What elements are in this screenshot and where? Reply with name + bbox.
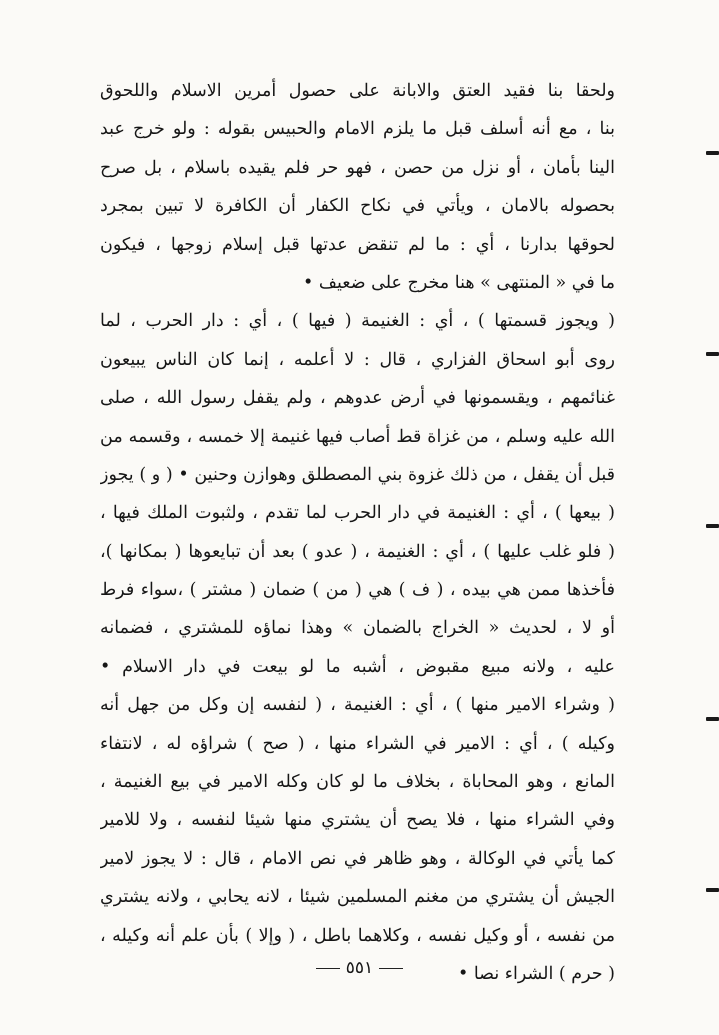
page-number: ٥٥١ xyxy=(345,958,374,978)
text-line-12: ( بيعها ) ، أي : الغنيمة في دار الحرب لما تقدم ، ولثبوت الملك فيها ، xyxy=(100,503,615,524)
text-line-8: روى أبو اسحاق الفزاري ، قال : لا أعلمه ، إنما كان الناس يبيعون xyxy=(100,349,615,370)
text-line-3: الينا بأمان ، أو نزل من حصن ، فهو حر فلم يقيده باسلام ، بل صرح xyxy=(100,157,615,178)
text-line-15: أو لا ، لحديث « الخراج بالضمان » وهذا نماؤه للمشتري ، فضمانه xyxy=(100,618,615,639)
body-text xyxy=(100,72,615,993)
text-line-5: لحوقها بدارنا ، أي : ما لم تنقض عدتها قبل إسلام زوجها ، فيكون xyxy=(100,234,615,255)
text-line-2: بنا ، مع أنه أسلف قبل ما يلزم الامام والحبيس بقوله : ولو خرج عبد xyxy=(100,119,615,140)
margin-mark xyxy=(706,888,719,892)
text-line-21: كما يأتي في الوكالة ، وهو ظاهر في نص الامام ، قال : لا يجوز لامير xyxy=(100,848,615,869)
margin-mark xyxy=(706,524,719,528)
margin-mark xyxy=(706,717,719,721)
text-line-24: ( حرم ) الشراء نصا • xyxy=(457,963,615,984)
folio-dash-right xyxy=(379,968,403,970)
text-line-6: ما في « المنتهى » هنا مخرج على ضعيف • xyxy=(303,272,615,293)
text-line-20: وفي الشراء منها ، فلا يصح أن يشتري منها شيئا لنفسه ، ولا للامير xyxy=(100,810,615,831)
folio-dash-left xyxy=(316,968,340,970)
margin-mark xyxy=(706,352,719,356)
margin-mark xyxy=(706,151,719,155)
text-line-1: ولحقا بنا فقيد العتق والابانة على حصول أمرين الاسلام واللحوق xyxy=(100,81,615,101)
text-line-23: من نفسه ، أو وكيل نفسه ، وكلاهما باطل ، ( وإلا ) بأن علم أنه وكيله ، xyxy=(100,925,615,946)
text-line-14: فأخذها ممن هي بيده ، ( ف ) هي ( من ) ضمان ( مشتر ) ،سواء فرط xyxy=(100,580,615,601)
text-line-9: غنائمهم ، ويقسمونها في أرض عدوهم ، ولم يقفل رسول الله ، صلى xyxy=(100,388,615,409)
text-line-19: المانع ، وهو المحاباة ، بخلاف ما لو كان وكله الامير في بيع الغنيمة ، xyxy=(100,772,615,793)
text-line-16: عليه ، ولانه مبيع مقبوض ، أشبه ما لو بيعت في دار الاسلام • xyxy=(100,656,615,677)
text-line-10: الله عليه وسلم ، من غزاة قط أصاب فيها غنيمة إلا خمسه ، وقسمه من xyxy=(100,426,615,447)
text-line-11: قبل أن يقفل ، من ذلك غزوة بني المصطلق وهوازن وحنين • ( و ) يجوز xyxy=(100,464,615,485)
text-line-17: ( وشراء الامير منها ) ، أي : الغنيمة ، ( لنفسه إن وكل من جهل أنه xyxy=(100,695,615,716)
page-number-footer xyxy=(0,956,719,980)
text-line-22: الجيش أن يشتري من مغنم المسلمين شيئا ، لانه يحابي ، ولانه يشتري xyxy=(100,887,615,908)
text-line-4: بحصوله بالامان ، ويأتي في نكاح الكفار أن الكافرة لا تبين بمجرد xyxy=(100,196,615,217)
text-line-7: ( ويجوز قسمتها ) ، أي : الغنيمة ( فيها ) ، أي : دار الحرب ، لما xyxy=(100,311,615,332)
text-line-13: ( فلو غلب عليها ) ، أي : الغنيمة ، ( عدو ) بعد أن تبايعوها ( بمكانها )، xyxy=(100,541,615,562)
text-line-18: وكيله ) ، أي : الامير في الشراء منها ، ( صح ) شراؤه له ، لانتفاء xyxy=(100,733,615,754)
